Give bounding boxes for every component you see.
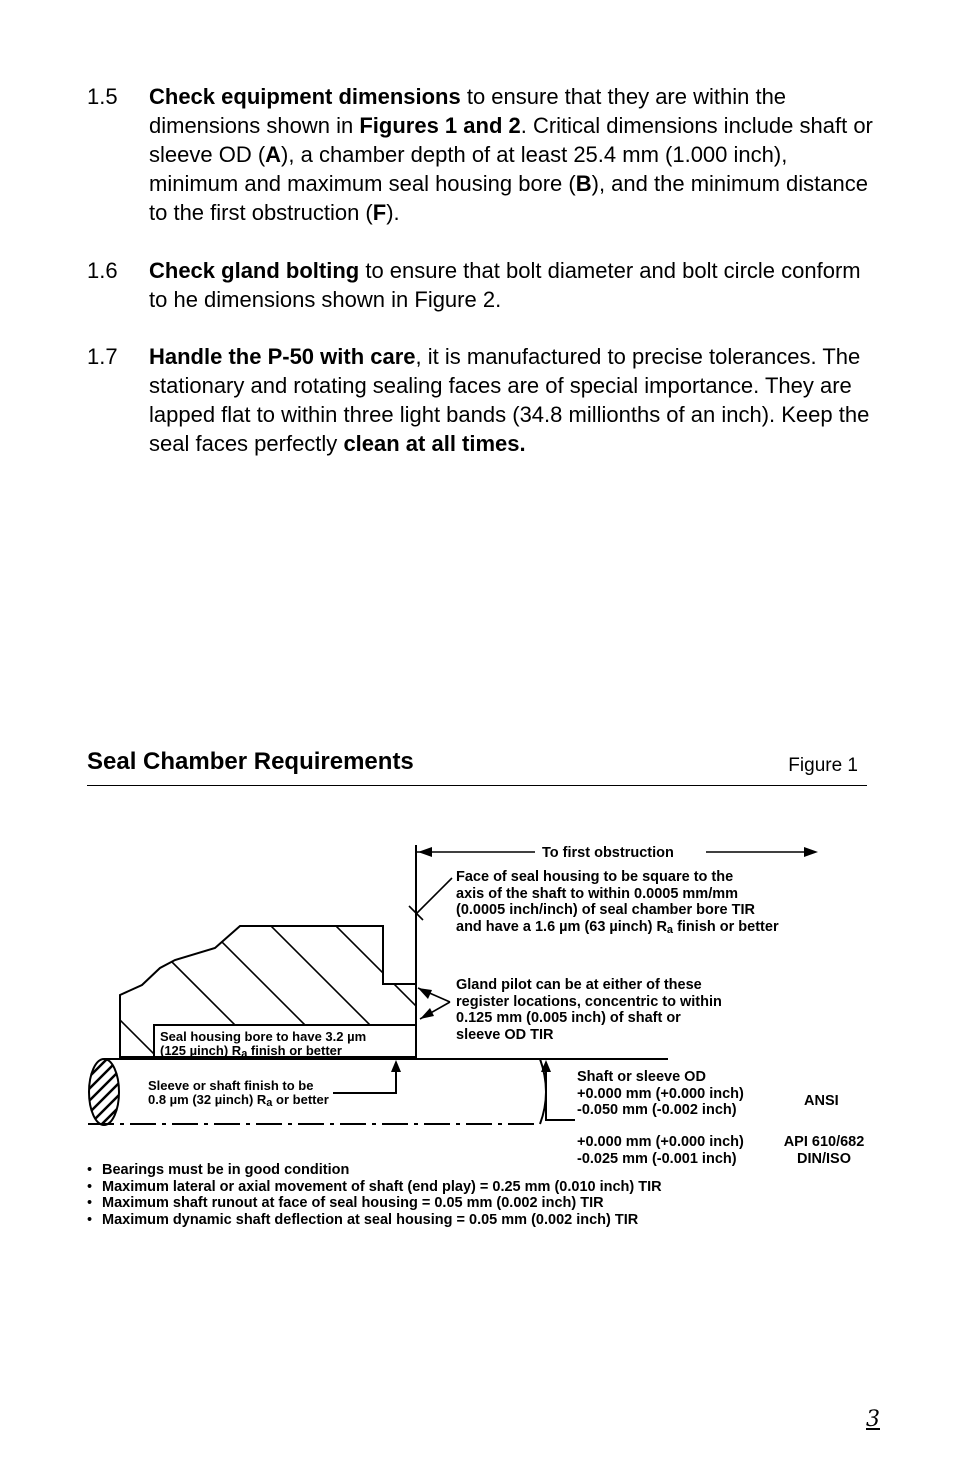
bold-run: clean at all times. xyxy=(343,431,526,456)
label-first-obstruction: To first obstruction xyxy=(542,845,674,861)
label-line: -0.050 mm (-0.002 inch) xyxy=(577,1102,737,1118)
label-line xyxy=(160,1044,366,1061)
bold-run: Figures 1 and 2 xyxy=(359,113,521,138)
ra-subscript: a xyxy=(266,1097,273,1109)
label-gland-pilot xyxy=(456,977,722,1043)
label-line xyxy=(148,1093,329,1110)
label-line: DIN/ISO xyxy=(797,1150,851,1167)
label-ansi: ANSI xyxy=(804,1093,839,1109)
label-line: Face of seal housing to be square to the xyxy=(456,869,734,885)
label-line: -0.025 mm (-0.001 inch) xyxy=(577,1150,737,1167)
text-run: to ensure that bolt diameter and bolt circle conform to he dimensions shown in Figure 2. xyxy=(149,258,861,312)
dimension-letter: B xyxy=(575,171,592,196)
label-shaft-od xyxy=(577,1069,744,1119)
page-number: 3 xyxy=(866,1407,880,1432)
list-item: • Maximum shaft runout at face of seal housing = 0.05 mm (0.002 inch) TIR xyxy=(87,1195,662,1212)
label-sleeve-finish xyxy=(148,1079,329,1110)
text-run: ), a chamber depth of at least 25.4 mm (1.000 inch), minimum and maximum seal housing bore ( xyxy=(149,142,788,196)
ra-subscript: a xyxy=(666,923,674,936)
label-line: (0.0005 inch/inch) of seal chamber bore TIR xyxy=(456,902,755,918)
label-line: axis of the shaft to within 0.0005 mm/mm xyxy=(456,885,739,902)
label-line: Gland pilot can be at either of these xyxy=(456,977,702,993)
label-line: API 610/682 xyxy=(783,1134,865,1150)
label-run: finish or better xyxy=(673,918,779,935)
label-run: (125 µinch) R xyxy=(160,1043,242,1058)
label-line: Seal housing bore to have 3.2 µm xyxy=(160,1029,367,1044)
shaft-end-section xyxy=(89,1059,119,1125)
label-line: register locations, concentric to within xyxy=(456,993,722,1010)
section-heading: Handle the P-50 with care xyxy=(149,344,416,369)
label-line: +0.000 mm (+0.000 inch) xyxy=(577,1085,744,1102)
figure-title: Seal Chamber Requirements xyxy=(87,748,414,775)
label-run: finish or better xyxy=(247,1043,342,1058)
label-line xyxy=(456,919,779,939)
text-run: ). xyxy=(386,200,400,225)
section-number: 1.6 xyxy=(87,258,118,283)
label-api-standard xyxy=(778,1134,870,1167)
label-line: sleeve OD TIR xyxy=(456,1026,554,1043)
label-run: and have a 1.6 µm (63 µinch) R xyxy=(456,918,667,935)
label-run: or better xyxy=(272,1092,329,1107)
list-item: • Bearings must be in good condition xyxy=(87,1162,662,1179)
list-item: • Maximum dynamic shaft deflection at seal housing = 0.05 mm (0.002 inch) TIR xyxy=(87,1212,662,1229)
text-run: . Critical dimensions include shaft or sleeve OD ( xyxy=(149,113,873,167)
section-number: 1.7 xyxy=(87,344,118,369)
figure-number: Figure 1 xyxy=(788,755,858,776)
label-line: +0.000 mm (+0.000 inch) xyxy=(577,1134,744,1150)
requirements-list xyxy=(87,1162,662,1228)
label-line: Sleeve or shaft finish to be xyxy=(148,1078,314,1093)
section-heading: Check equipment dimensions xyxy=(149,84,461,109)
label-line: Shaft or sleeve OD xyxy=(577,1069,706,1085)
label-line: 0.125 mm (0.005 inch) of shaft or xyxy=(456,1010,681,1026)
text-run: to ensure that they are within the dimensions shown in xyxy=(149,84,787,138)
section-heading: Check gland bolting xyxy=(149,258,360,283)
label-face-square xyxy=(456,869,779,938)
label-run: 0.8 µm (32 µinch) R xyxy=(148,1092,267,1107)
list-item: • Maximum lateral or axial movement of shaft (end play) = 0.25 mm (0.010 inch) TIR xyxy=(87,1179,662,1196)
dimension-letter: F xyxy=(372,200,387,225)
text-run: ), and the minimum distance to the first obstruction ( xyxy=(149,171,868,225)
section-number: 1.5 xyxy=(87,84,118,109)
dimension-letter: A xyxy=(265,142,282,167)
ra-subscript: a xyxy=(241,1048,248,1060)
label-housing-bore xyxy=(160,1030,366,1061)
text-run: , it is manufactured to precise tolerances. The stationary and rotating sealing faces are of special importance. They are lapped flat to within three light bands (34.8 millionths of an inch). Keep the seal faces perfectly xyxy=(149,344,870,456)
